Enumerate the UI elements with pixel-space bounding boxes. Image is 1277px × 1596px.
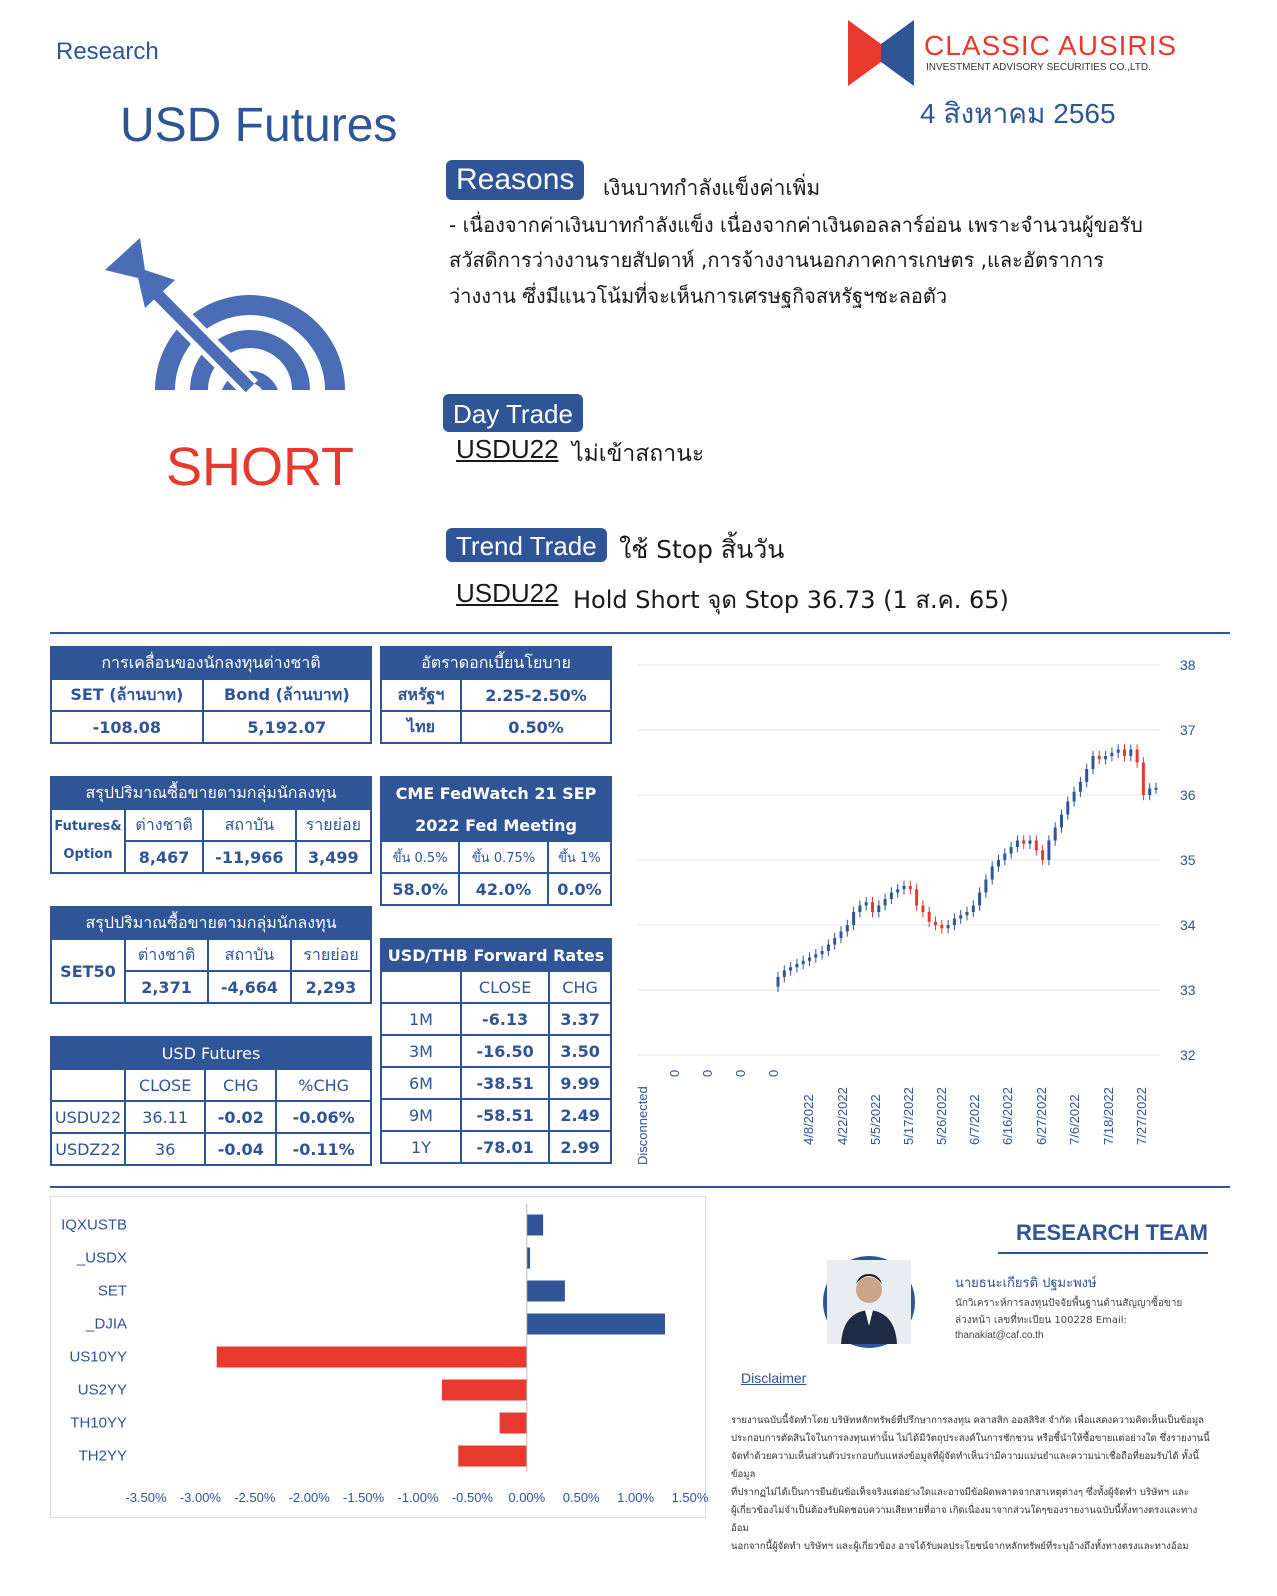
- candle-body: [890, 893, 893, 900]
- candle-body: [1003, 854, 1006, 861]
- candle-body: [1054, 828, 1057, 841]
- foreign-flow-bond-value: 5,192.07: [203, 711, 371, 743]
- candle-body: [1079, 782, 1082, 792]
- divider-top: [50, 632, 1230, 634]
- forward-close: -6.13: [461, 1003, 549, 1035]
- bar-category-label: _DJIA: [86, 1315, 127, 1333]
- x-tick-label: 5/26/2022: [934, 1087, 949, 1145]
- set50-table: [50, 906, 372, 1004]
- x-tick-label: -3.00%: [179, 1490, 222, 1505]
- foreign-flow-set-value: -108.08: [51, 711, 203, 743]
- forward-close: -38.51: [461, 1067, 549, 1099]
- x-tick-label: -1.00%: [397, 1490, 439, 1505]
- futures-option-col-retail: รายย่อย: [296, 809, 371, 841]
- candle-body: [928, 912, 931, 922]
- forward-corner: [381, 971, 461, 1003]
- candle-body: [833, 938, 836, 945]
- set50-col-retail: รายย่อย: [291, 939, 371, 971]
- reasons-line-2: สวัสดิการว่างงานรายสัปดาห์ ,การจ้างงานนอกภาคการเกษตร ,และอัตราการ: [449, 248, 1104, 272]
- policy-rate-country: สหรัฐฯ: [381, 679, 461, 711]
- candle-body: [777, 977, 780, 987]
- y-tick-label: 38: [1180, 657, 1196, 673]
- analyst-avatar: [823, 1256, 915, 1348]
- forward-tenor: 9M: [381, 1099, 461, 1131]
- candle-body: [808, 958, 811, 961]
- candle-body: [1010, 847, 1013, 854]
- candle-body: [921, 906, 924, 913]
- candle-body: [865, 902, 868, 905]
- reasons-line-1: - เนื่องจากค่าเงินบาทกำลังแข็ง เนื่องจากค่าเงินดอลลาร์อ่อน เพราะจำนวนผู้ขอรับ: [449, 213, 1143, 237]
- brand-name: CLASSIC AUSIRIS: [924, 30, 1178, 61]
- research-label: Research: [56, 38, 159, 65]
- futures-option-col-institution: สถาบัน: [203, 809, 296, 841]
- candle-body: [972, 906, 975, 913]
- x-tick-label: 4/22/2022: [835, 1087, 850, 1145]
- set50-label: SET50: [51, 939, 125, 1003]
- fedwatch-title-2: 2022 Fed Meeting: [381, 809, 611, 841]
- bar: [217, 1347, 527, 1368]
- candle-body: [1029, 841, 1032, 844]
- usd-futures-table: [50, 1036, 372, 1166]
- set50-col-institution: สถาบัน: [208, 939, 291, 971]
- candle-body: [1142, 763, 1145, 796]
- forward-chg: 3.50: [549, 1035, 611, 1067]
- disclaimer-line: ประกอบการตัดสินใจในการลงทุนเท่านั้น ไม่ได้มีวัตถุประสงค์ในการชักชวน หรือชี้นำให้ซื้อขายแต่อย่างใด ซึ่งรายงานนี้: [731, 1433, 1210, 1444]
- x-tick-label: 7/18/2022: [1101, 1087, 1116, 1145]
- disclaimer-title: Disclaimer: [741, 1370, 807, 1386]
- day-trade-text: ไม่เข้าสถานะ: [572, 441, 705, 467]
- candle-body: [871, 902, 874, 912]
- x-tick-label: 0.00%: [508, 1490, 546, 1505]
- y-tick-label: 33: [1180, 982, 1196, 998]
- x-tick-label: 6/27/2022: [1034, 1087, 1049, 1145]
- usd-futures-col-close: CLOSE: [125, 1069, 205, 1101]
- candle-body: [858, 906, 861, 913]
- forward-tenor: 6M: [381, 1067, 461, 1099]
- x-tick-label: 7/6/2022: [1067, 1094, 1082, 1145]
- candle-body: [1104, 756, 1107, 759]
- set50-institution: -4,664: [208, 971, 291, 1003]
- fedwatch-prob: 0.0%: [548, 873, 611, 905]
- policy-rate-table: [380, 646, 612, 744]
- futures-option-institution: -11,966: [203, 841, 296, 873]
- candle-body: [1022, 841, 1025, 844]
- forward-table: [380, 938, 612, 1164]
- usd-futures-row-close: 36: [125, 1133, 205, 1165]
- forward-tenor: 1M: [381, 1003, 461, 1035]
- candle-body: [1060, 815, 1063, 828]
- fedwatch-table: [380, 776, 612, 906]
- candle-body: [1123, 750, 1126, 757]
- forward-tenor: 1Y: [381, 1131, 461, 1163]
- usd-candle-chart: [630, 645, 1220, 1175]
- candle-body: [802, 961, 805, 964]
- disclaimer-text: [731, 1412, 1211, 1556]
- set50-title: สรุปปริมาณซื้อขายตามกลุ่มนักลงทุน: [51, 907, 371, 939]
- fedwatch-prob: 58.0%: [381, 873, 459, 905]
- candle-body: [1148, 789, 1151, 796]
- fedwatch-title-1: CME FedWatch 21 SEP: [381, 777, 611, 809]
- x-tick-label: 5/17/2022: [901, 1087, 916, 1145]
- analyst-desc-2: ล่วงหน้า เลขที่ทะเบียน 100228 Email:: [955, 1315, 1127, 1326]
- candle-body: [947, 925, 950, 928]
- fedwatch-col: ขึ้น 0.75%: [459, 841, 548, 873]
- disclaimer-line: ผู้เกี่ยวข้องไม่จำเป็นต้องรับผิดชอบความเสียหายที่อาจ เกิดเนื่องมาจากส่วนใดๆของรายงานฉบับนี้ทั้งทางตรงและทางอ้อม: [731, 1505, 1198, 1534]
- candle-body: [997, 860, 1000, 867]
- candle-body: [984, 880, 987, 893]
- bar-category-label: _USDX: [76, 1249, 127, 1267]
- person-icon: [827, 1260, 911, 1344]
- futures-option-col-foreign: ต่างชาติ: [125, 809, 203, 841]
- x-tick-label: -0.50%: [451, 1490, 494, 1505]
- forward-chg: 9.99: [549, 1067, 611, 1099]
- candle-body: [991, 867, 994, 880]
- candle-body: [1066, 802, 1069, 815]
- x-tick-label: 5/5/2022: [868, 1094, 883, 1145]
- candle-body: [1098, 756, 1101, 759]
- candle-body: [789, 967, 792, 970]
- candle-body: [884, 899, 887, 906]
- x-tick-label: 1.50%: [671, 1490, 709, 1505]
- bar: [500, 1413, 527, 1434]
- usd-futures-row-pct: -0.06%: [276, 1101, 371, 1133]
- futures-option-label: Futures& Option: [51, 809, 125, 873]
- bar-category-label: US2YY: [77, 1381, 127, 1399]
- candle-body: [852, 912, 855, 925]
- policy-rate-value: 2.25-2.50%: [461, 679, 611, 711]
- usd-futures-row-chg: -0.04: [205, 1133, 276, 1165]
- usd-futures-row-close: 36.11: [125, 1101, 205, 1133]
- trend-trade-symbol: USDU22: [456, 578, 559, 608]
- bar-category-label: US10YY: [69, 1348, 127, 1366]
- candle-body: [978, 893, 981, 906]
- bar-category-label: IQXUSTB: [61, 1216, 127, 1234]
- trend-trade-note: ใช้ Stop สิ้นวัน: [619, 535, 785, 564]
- bar: [442, 1380, 527, 1401]
- page-title: USD Futures: [120, 99, 398, 152]
- candle-body: [846, 925, 849, 932]
- research-team-title: RESEARCH TEAM: [1016, 1220, 1208, 1245]
- bar-category-label: TH2YY: [78, 1447, 127, 1465]
- y-tick-label: 37: [1180, 722, 1196, 738]
- candle-body: [934, 922, 937, 925]
- candle-body: [1117, 750, 1120, 753]
- reasons-tag: Reasons: [446, 160, 584, 200]
- market-change-bar-chart: [50, 1196, 709, 1516]
- forward-title: USD/THB Forward Rates: [381, 939, 611, 971]
- bar-category-label: SET: [97, 1282, 127, 1300]
- x-tick-label: 7/27/2022: [1134, 1087, 1149, 1145]
- y-tick-label: 32: [1180, 1047, 1196, 1063]
- candle-body: [783, 971, 786, 978]
- reasons-headline: เงินบาทกำลังแข็งค่าเพิ่ม: [603, 176, 821, 200]
- report-date: 4 สิงหาคม 2565: [920, 98, 1116, 129]
- foreign-flow-title: การเคลื่อนของนักลงทุนต่างชาติ: [51, 647, 371, 679]
- set50-foreign: 2,371: [125, 971, 208, 1003]
- candle-body: [821, 951, 824, 954]
- x-tick-label: Disconnected: [635, 1086, 650, 1165]
- forward-chg: 2.49: [549, 1099, 611, 1131]
- candle-body: [903, 886, 906, 889]
- fedwatch-col: ขึ้น 1%: [548, 841, 611, 873]
- usd-futures-title: USD Futures: [51, 1037, 371, 1069]
- fedwatch-col: ขึ้น 0.5%: [381, 841, 459, 873]
- candle-body: [1035, 841, 1038, 851]
- usd-futures-row-symbol: USDZ22: [51, 1133, 125, 1165]
- bar-category-label: TH10YY: [70, 1414, 127, 1432]
- forward-tenor: 3M: [381, 1035, 461, 1067]
- bar: [527, 1215, 543, 1236]
- candle-body: [940, 925, 943, 928]
- candle-body: [1047, 841, 1050, 861]
- fedwatch-prob: 42.0%: [459, 873, 548, 905]
- futures-option-foreign: 8,467: [125, 841, 203, 873]
- reasons-line-3: ว่างงาน ซึ่งมีแนวโน้มที่จะเห็นการเศรษฐกิจสหรัฐฯชะลอตัว: [449, 284, 948, 308]
- policy-rate-title: อัตราดอกเบี้ยนโยบาย: [381, 647, 611, 679]
- y-tick-label: 35: [1180, 852, 1196, 868]
- disclaimer-line: ที่ปรากฏไม่ได้เป็นการยืนยันข้อเท็จจริงแต่อย่างใดและอาจมีข้อผิดพลาดจากสาเหตุต่างๆ ซึ่งทั้งผู้จัดทำ บริษัทฯ และ: [731, 1487, 1189, 1498]
- forward-chg: 2.99: [549, 1131, 611, 1163]
- x-tick-label: -3.50%: [125, 1490, 167, 1505]
- brand-logo-icon: [848, 20, 914, 86]
- target-dart-icon: [100, 230, 350, 395]
- x-tick-label: 0: [667, 1069, 682, 1077]
- foreign-flow-col-bond: Bond (ล้านบาท): [203, 679, 371, 711]
- candle-body: [1136, 750, 1139, 763]
- bar: [458, 1446, 527, 1467]
- candle-body: [1073, 792, 1076, 802]
- candle-body: [966, 912, 969, 915]
- x-tick-label: 1.00%: [617, 1490, 655, 1505]
- x-tick-label: 0: [700, 1069, 715, 1077]
- bar: [527, 1314, 665, 1335]
- analyst-name: นายธนะเกียรติ ปฐมะพงษ์: [955, 1276, 1097, 1291]
- usd-futures-col-pct: %CHG: [276, 1069, 371, 1101]
- candle-body: [896, 889, 899, 892]
- candle-body: [1085, 769, 1088, 782]
- candle-body: [1092, 756, 1095, 769]
- forward-close: -78.01: [461, 1131, 549, 1163]
- x-tick-label: 0: [766, 1069, 781, 1077]
- usd-futures-row-chg: -0.02: [205, 1101, 276, 1133]
- candle-body: [877, 906, 880, 913]
- policy-rate-country: ไทย: [381, 711, 461, 743]
- forward-col-chg: CHG: [549, 971, 611, 1003]
- usd-futures-col-chg: CHG: [205, 1069, 276, 1101]
- candle-body: [1155, 788, 1158, 790]
- set50-retail: 2,293: [291, 971, 371, 1003]
- candle-body: [814, 954, 817, 957]
- candle-body: [827, 945, 830, 952]
- x-tick-label: 6/16/2022: [1000, 1087, 1015, 1145]
- candle-body: [915, 889, 918, 905]
- analyst-email: thanakiat@caf.co.th: [955, 1330, 1044, 1341]
- disclaimer-line: รายงานฉบับนี้จัดทำโดย บริษัทหลักทรัพย์ที่ปรึกษาการลงทุน คลาสสิก ออสสิริส จำกัด เพื่อแสดงความคิดเห็นเป็นข้อมูล: [731, 1415, 1205, 1426]
- policy-rate-value: 0.50%: [461, 711, 611, 743]
- candle-body: [959, 915, 962, 918]
- day-trade-tag: Day Trade: [443, 394, 583, 432]
- forward-col-close: CLOSE: [461, 971, 549, 1003]
- x-tick-label: 0: [733, 1069, 748, 1077]
- candle-body: [795, 964, 798, 967]
- usd-futures-row-symbol: USDU22: [51, 1101, 125, 1133]
- y-tick-label: 36: [1180, 787, 1196, 803]
- trend-trade-tag: Trend Trade: [446, 528, 607, 562]
- analyst-desc-1: นักวิเคราะห์การลงทุนปัจจัยพื้นฐานด้านสัญญาซื้อขาย: [955, 1298, 1183, 1309]
- x-tick-label: 4/8/2022: [801, 1094, 816, 1145]
- usd-futures-row-pct: -0.11%: [276, 1133, 371, 1165]
- bar: [527, 1281, 565, 1302]
- forward-close: -16.50: [461, 1035, 549, 1067]
- futures-option-retail: 3,499: [296, 841, 371, 873]
- candle-body: [909, 886, 912, 889]
- usd-futures-corner: [51, 1069, 125, 1101]
- brand-subtitle: INVESTMENT ADVISORY SECURITIES CO.,LTD.: [926, 62, 1151, 73]
- disclaimer-line: จัดทำด้วยความเห็นส่วนตัวประกอบกับแหล่งข้อมูลที่ผู้จัดทำเห็นว่ามีความแม่นยำและความน่าเชื่อถือที่ยอมรับได้ ทั้งนี้ข้อมูล: [731, 1451, 1199, 1480]
- candle-body: [1110, 753, 1113, 756]
- x-tick-label: 6/7/2022: [967, 1094, 982, 1145]
- set50-col-foreign: ต่างชาติ: [125, 939, 208, 971]
- x-tick-label: -2.00%: [288, 1490, 330, 1505]
- x-tick-label: 0.50%: [562, 1490, 600, 1505]
- x-tick-label: -2.50%: [234, 1490, 276, 1505]
- y-tick-label: 34: [1180, 917, 1196, 933]
- x-tick-label: -1.50%: [342, 1490, 385, 1505]
- candle-body: [840, 932, 843, 939]
- divider-mid: [50, 1186, 1230, 1188]
- foreign-flow-table: [50, 646, 372, 744]
- disclaimer-line: นอกจากนี้ผู้จัดทำ บริษัทฯ และผู้เกี่ยวข้อง อาจได้รับผลประโยชน์จากหลักทรัพย์ที่ระบุอ้างถึงทั้งทางตรงและทางอ้อม: [731, 1541, 1189, 1552]
- futures-option-table: [50, 776, 372, 874]
- signal-label: SHORT: [166, 437, 355, 497]
- candle-body: [1129, 750, 1132, 757]
- research-team-underline: [998, 1252, 1208, 1254]
- candle-body: [953, 919, 956, 926]
- forward-close: -58.51: [461, 1099, 549, 1131]
- trend-trade-text: Hold Short จุด Stop 36.73 (1 ส.ค. 65): [573, 586, 1009, 614]
- foreign-flow-col-set: SET (ล้านบาท): [51, 679, 203, 711]
- candle-body: [1016, 841, 1019, 848]
- futures-option-title: สรุปปริมาณซื้อขายตามกลุ่มนักลงทุน: [51, 777, 371, 809]
- forward-chg: 3.37: [549, 1003, 611, 1035]
- candle-body: [1041, 850, 1044, 860]
- day-trade-symbol: USDU22: [456, 434, 559, 464]
